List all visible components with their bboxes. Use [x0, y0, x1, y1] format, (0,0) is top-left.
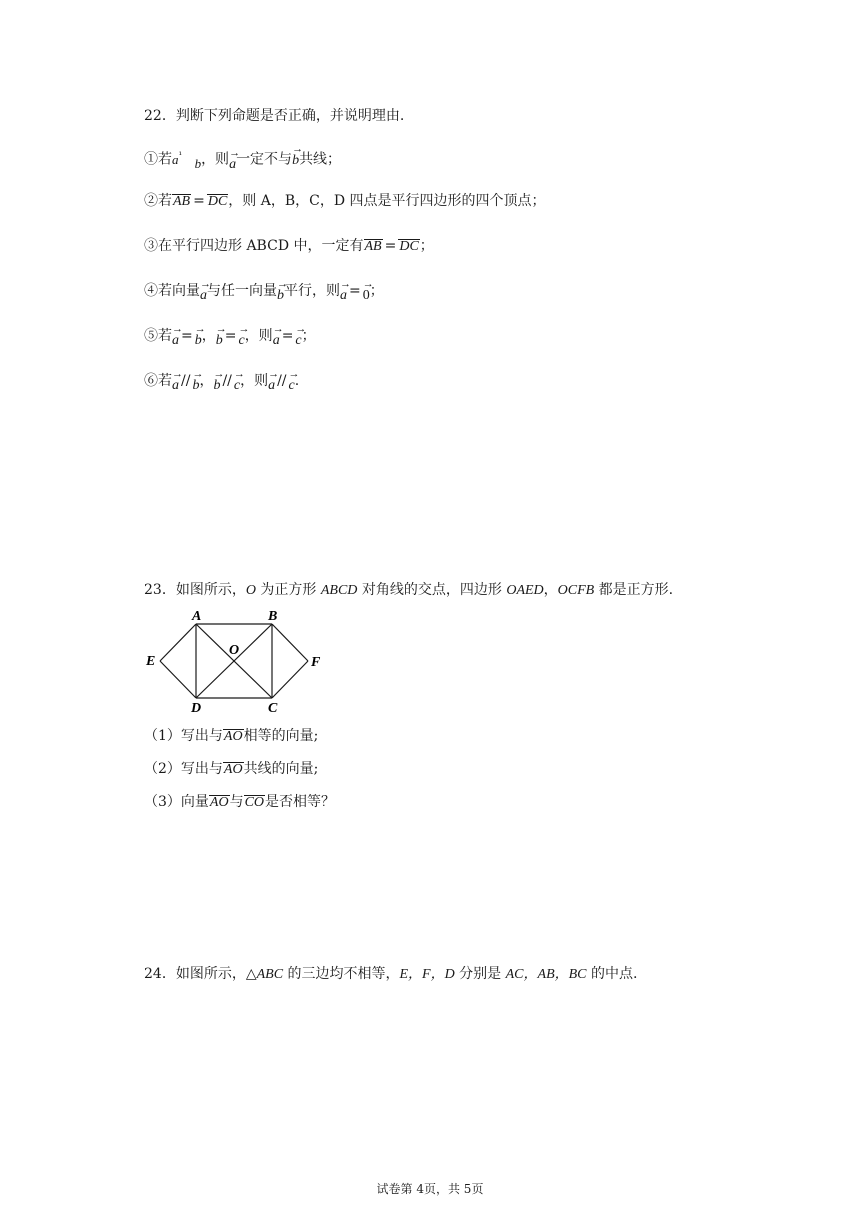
square-figure [144, 606, 334, 716]
q22-item-6: ⑥若→ a //→ b，→ b //→ c，则→ a //→ c. [144, 371, 299, 391]
page-footer: 试卷第 4页，共 5页 [376, 1182, 484, 1196]
label-c: C [268, 701, 278, 716]
q22-item-5: ⑤若→ a =→ b，→ b =→ c，则→ a =→ c； [144, 326, 316, 346]
label-b: B [268, 609, 278, 624]
q23-sub1: （1）写出与AO相等的向量; [144, 728, 319, 744]
label-f: F [311, 655, 321, 670]
q24-title: 24．如图所示，△ABC 的三边均不相等，E，F，D 分别是 AC，AB，BC 的中点. [144, 966, 638, 982]
q23-sub3: （3）向量AO与CO是否相等？ [144, 794, 336, 810]
q22-item-3: ③在平行四边形 ABCD 中，一定有AB = DC； [144, 238, 434, 254]
q22-item-1: ①若$a^{^1}$ b，则→ a一定不与→ b共线； [144, 146, 341, 170]
q23-sub2: （2）写出与AO共线的向量; [144, 761, 319, 777]
segment-ed [160, 661, 196, 698]
label-o: O [229, 643, 240, 658]
geometry-diagram [144, 606, 334, 716]
q22-item-4: ④若向量→ a与任一向量→ b平行，则→ a =→ 0； [144, 281, 384, 301]
q23-title: 23．如图所示，O 为正方形 ABCD 对角线的交点，四边形 OAED，OCFB 都是正方形. [144, 582, 674, 598]
segment-bf [272, 624, 308, 661]
segment-fc [272, 661, 308, 698]
q22-item-2: ②若AB = DC，则 A，B，C，D 四点是平行四边形的四个顶点； [144, 193, 546, 209]
label-d: D [191, 701, 202, 716]
label-e: E [146, 654, 156, 669]
segment-ae [160, 624, 196, 661]
label-a: A [192, 609, 202, 624]
q22-title: 22．判断下列命题是否正确，并说明理由. [144, 108, 405, 124]
